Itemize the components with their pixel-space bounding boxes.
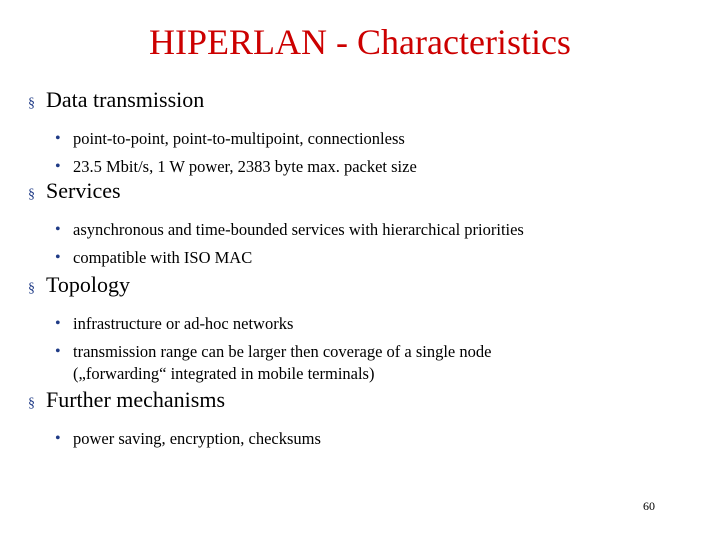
list-item <box>28 219 698 241</box>
bullet-text: 23.5 Mbit/s, 1 W power, 2383 byte max. packet size <box>73 157 417 176</box>
list-item <box>28 428 698 450</box>
section-topology <box>28 271 698 391</box>
square-bullet-icon: § <box>28 281 35 296</box>
section-heading-text: Further mechanisms <box>46 387 226 412</box>
round-bullet-icon: • <box>55 249 61 266</box>
section-heading <box>28 386 698 418</box>
section-heading-text: Services <box>46 178 121 203</box>
square-bullet-icon: § <box>28 187 35 202</box>
section-heading <box>28 177 698 209</box>
section-heading-text: Topology <box>46 272 131 297</box>
round-bullet-icon: • <box>55 158 61 175</box>
list-item <box>28 341 698 385</box>
section-services <box>28 177 698 275</box>
bullet-list <box>28 428 698 450</box>
slide-title: HIPERLAN - Characteristics <box>149 22 571 62</box>
bullet-text: infrastructure or ad-hoc networks <box>73 314 294 333</box>
square-bullet-icon: § <box>28 396 35 411</box>
bullet-text: compatible with ISO MAC <box>73 248 253 267</box>
round-bullet-icon: • <box>55 221 61 238</box>
list-item <box>28 313 698 335</box>
section-heading <box>28 271 698 303</box>
section-heading-text: Data transmission <box>46 87 205 112</box>
section-data-transmission <box>28 86 698 184</box>
bullet-list <box>28 128 698 178</box>
list-item <box>28 128 698 150</box>
section-heading <box>28 86 698 118</box>
round-bullet-icon: • <box>55 130 61 147</box>
bullet-list <box>28 219 698 269</box>
bullet-text: power saving, encryption, checksums <box>73 429 321 448</box>
square-bullet-icon: § <box>28 96 35 111</box>
bullet-text: asynchronous and time-bounded services with hierarchical priorities <box>73 220 524 239</box>
round-bullet-icon: • <box>55 315 61 332</box>
round-bullet-icon: • <box>55 343 61 360</box>
bullet-text: transmission range can be larger then coverage of a single node <box>73 342 492 361</box>
list-item <box>28 247 698 269</box>
round-bullet-icon: • <box>55 430 61 447</box>
page-number: 60 <box>643 499 655 513</box>
list-item <box>28 156 698 178</box>
section-further-mechanisms <box>28 386 698 456</box>
bullet-list <box>28 313 698 385</box>
bullet-text-continuation: („forwarding“ integrated in mobile terminals) <box>73 364 375 383</box>
bullet-text: point-to-point, point-to-multipoint, connectionless <box>73 129 405 148</box>
